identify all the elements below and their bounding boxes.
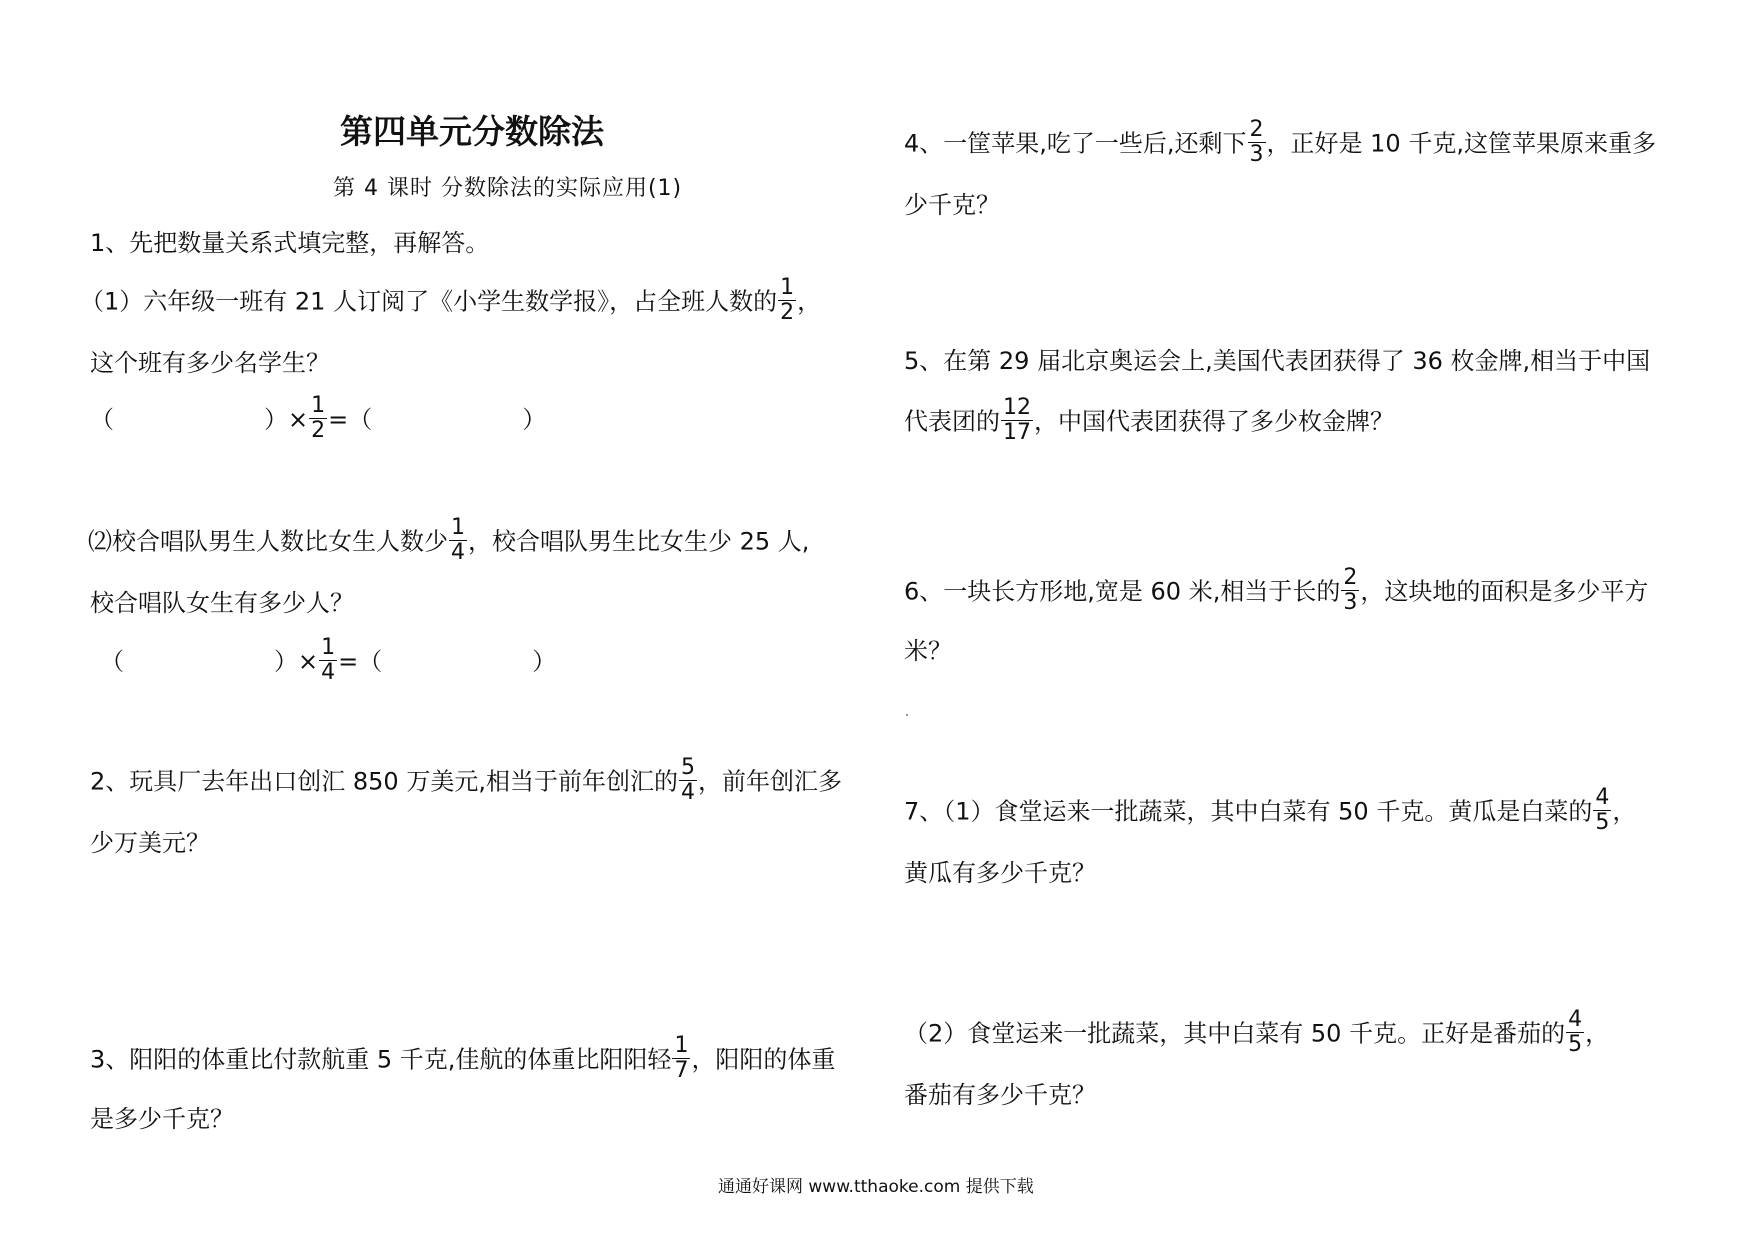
q3-line1 (90, 1033, 836, 1085)
q7-part2-line2: 番茄有多少千克？ (904, 1081, 1096, 1109)
fraction-denominator: 4 (680, 780, 695, 805)
fraction-denominator: 5 (1568, 1032, 1583, 1057)
footer-credit: 通通好课网 www.tthaoke.com 提供下载 (718, 1177, 1034, 1197)
q4-text-a: 4、一筐苹果,吃了一些后,还剩下 (904, 129, 1247, 158)
fraction-denominator: 2 (311, 418, 326, 443)
q1-part1-fraction (778, 276, 796, 325)
q6-line2: 米？ (904, 637, 952, 665)
q6-line1 (904, 565, 1649, 617)
eq-close-bracket: ） (532, 647, 557, 676)
page-title: 第四单元分数除法 (340, 112, 604, 151)
fraction-numerator: 2 (1343, 565, 1358, 590)
fraction-numerator: 1 (451, 515, 465, 540)
eq-equals: =（ (328, 405, 373, 434)
eq-times: ）× (264, 405, 309, 434)
q1-part2-eq-fraction (319, 636, 337, 685)
q6-text-b: ，这块地的面积是多少平方 (1360, 577, 1649, 606)
q7-part1-text-a: 7、（1）食堂运来一批蔬菜，其中白菜有 50 千克。黄瓜是白菜的 (904, 797, 1593, 826)
eq-times: ）× (274, 647, 319, 676)
q6-text-a: 6、一块长方形地,宽是 60 米,相当于长的 (904, 577, 1341, 606)
q5-fraction (1001, 396, 1033, 445)
fraction-numerator: 2 (1249, 117, 1264, 142)
eq-open-bracket: （ (90, 405, 114, 434)
q6-fraction (1341, 566, 1359, 615)
q4-line2: 少千克？ (904, 191, 1000, 219)
q2-fraction (679, 756, 697, 805)
q1-part2-fraction (449, 516, 467, 565)
q4-text-b: ，正好是 10 千克,这筐苹果原来重多 (1266, 129, 1656, 158)
q7-part1-text-b: ， (1612, 797, 1637, 826)
q1-part2-equation (100, 635, 557, 687)
fraction-denominator: 17 (1003, 420, 1031, 445)
q7-part1-line2: 黄瓜有多少千克？ (904, 859, 1096, 887)
fraction-denominator: 3 (1249, 142, 1264, 167)
q5-line1: 5、在第 29 届北京奥运会上,美国代表团获得了 36 枚金牌,相当于中国 (904, 347, 1651, 375)
fraction-denominator: 3 (1343, 590, 1358, 615)
fraction-numerator: 12 (1003, 395, 1031, 420)
q5-text-b: ，中国代表团获得了多少枚金牌？ (1034, 407, 1394, 436)
q1-intro: 1、先把数量关系式填完整，再解答。 (90, 229, 490, 257)
q1-part1-eq-fraction (309, 394, 327, 443)
fraction-numerator: 1 (311, 393, 326, 418)
q2-text-a: 2、玩具厂去年出口创汇 850 万美元,相当于前年创汇的 (90, 767, 678, 796)
q1-part1-text-b: ， (797, 287, 822, 316)
q3-text-b: ，阳阳的体重 (691, 1045, 836, 1074)
q4-line1 (904, 117, 1656, 169)
fraction-numerator: 4 (1595, 785, 1610, 810)
fraction-denominator: 5 (1595, 810, 1610, 835)
page-subtitle: 第 4 课时 分数除法的实际应用(1) (333, 176, 683, 201)
fraction-numerator: 5 (680, 755, 695, 780)
q3-text-a: 3、阳阳的体重比付款航重 5 千克,佳航的体重比阳阳轻 (90, 1045, 672, 1074)
fraction-denominator: 7 (674, 1058, 689, 1083)
fraction-numerator: 1 (674, 1033, 689, 1058)
q4-fraction (1248, 118, 1266, 167)
q1-part1-line2: 这个班有多少名学生？ (90, 349, 330, 377)
q7-part2-line1 (904, 1007, 1610, 1059)
fraction-numerator: 1 (780, 275, 795, 300)
q7-part2-text-b: ， (1585, 1019, 1610, 1048)
fraction-denominator: 4 (321, 660, 336, 685)
q7-part2-fraction (1566, 1008, 1584, 1057)
q1-part1-equation (90, 393, 547, 445)
q1-part1-line1 (80, 275, 822, 327)
q7-part1-fraction (1593, 786, 1611, 835)
q2-line2: 少万美元？ (90, 829, 210, 857)
q7-part1-line1 (904, 785, 1637, 837)
q1-part2-line2: 校合唱队女生有多少人？ (90, 589, 354, 617)
eq-equals: =（ (338, 647, 383, 676)
stray-mark (906, 714, 908, 716)
fraction-denominator: 4 (451, 540, 465, 565)
eq-close-bracket: ） (522, 405, 547, 434)
q3-line2: 是多少千克？ (90, 1105, 234, 1133)
fraction-numerator: 4 (1568, 1007, 1583, 1032)
q1-part1-text-a: （1）六年级一班有 21 人订阅了《小学生数学报》，占全班人数的 (80, 287, 778, 316)
q5-text-a: 代表团的 (904, 407, 1000, 436)
q2-text-b: ，前年创汇多 (697, 767, 842, 796)
fraction-denominator: 2 (780, 300, 795, 325)
q7-part2-text-a: （2）食堂运来一批蔬菜，其中白菜有 50 千克。正好是番茄的 (904, 1019, 1566, 1048)
q1-part2-text-a: ⑵校合唱队男生人数比女生人数少 (88, 527, 448, 556)
q2-line1 (90, 755, 842, 807)
q1-part2-line1 (88, 515, 810, 567)
q1-part2-text-b: ，校合唱队男生比女生少 25 人, (468, 527, 810, 556)
fraction-numerator: 1 (321, 635, 336, 660)
q5-line2 (904, 395, 1394, 447)
eq-open-bracket: （ (100, 647, 124, 676)
q3-fraction (672, 1034, 690, 1083)
